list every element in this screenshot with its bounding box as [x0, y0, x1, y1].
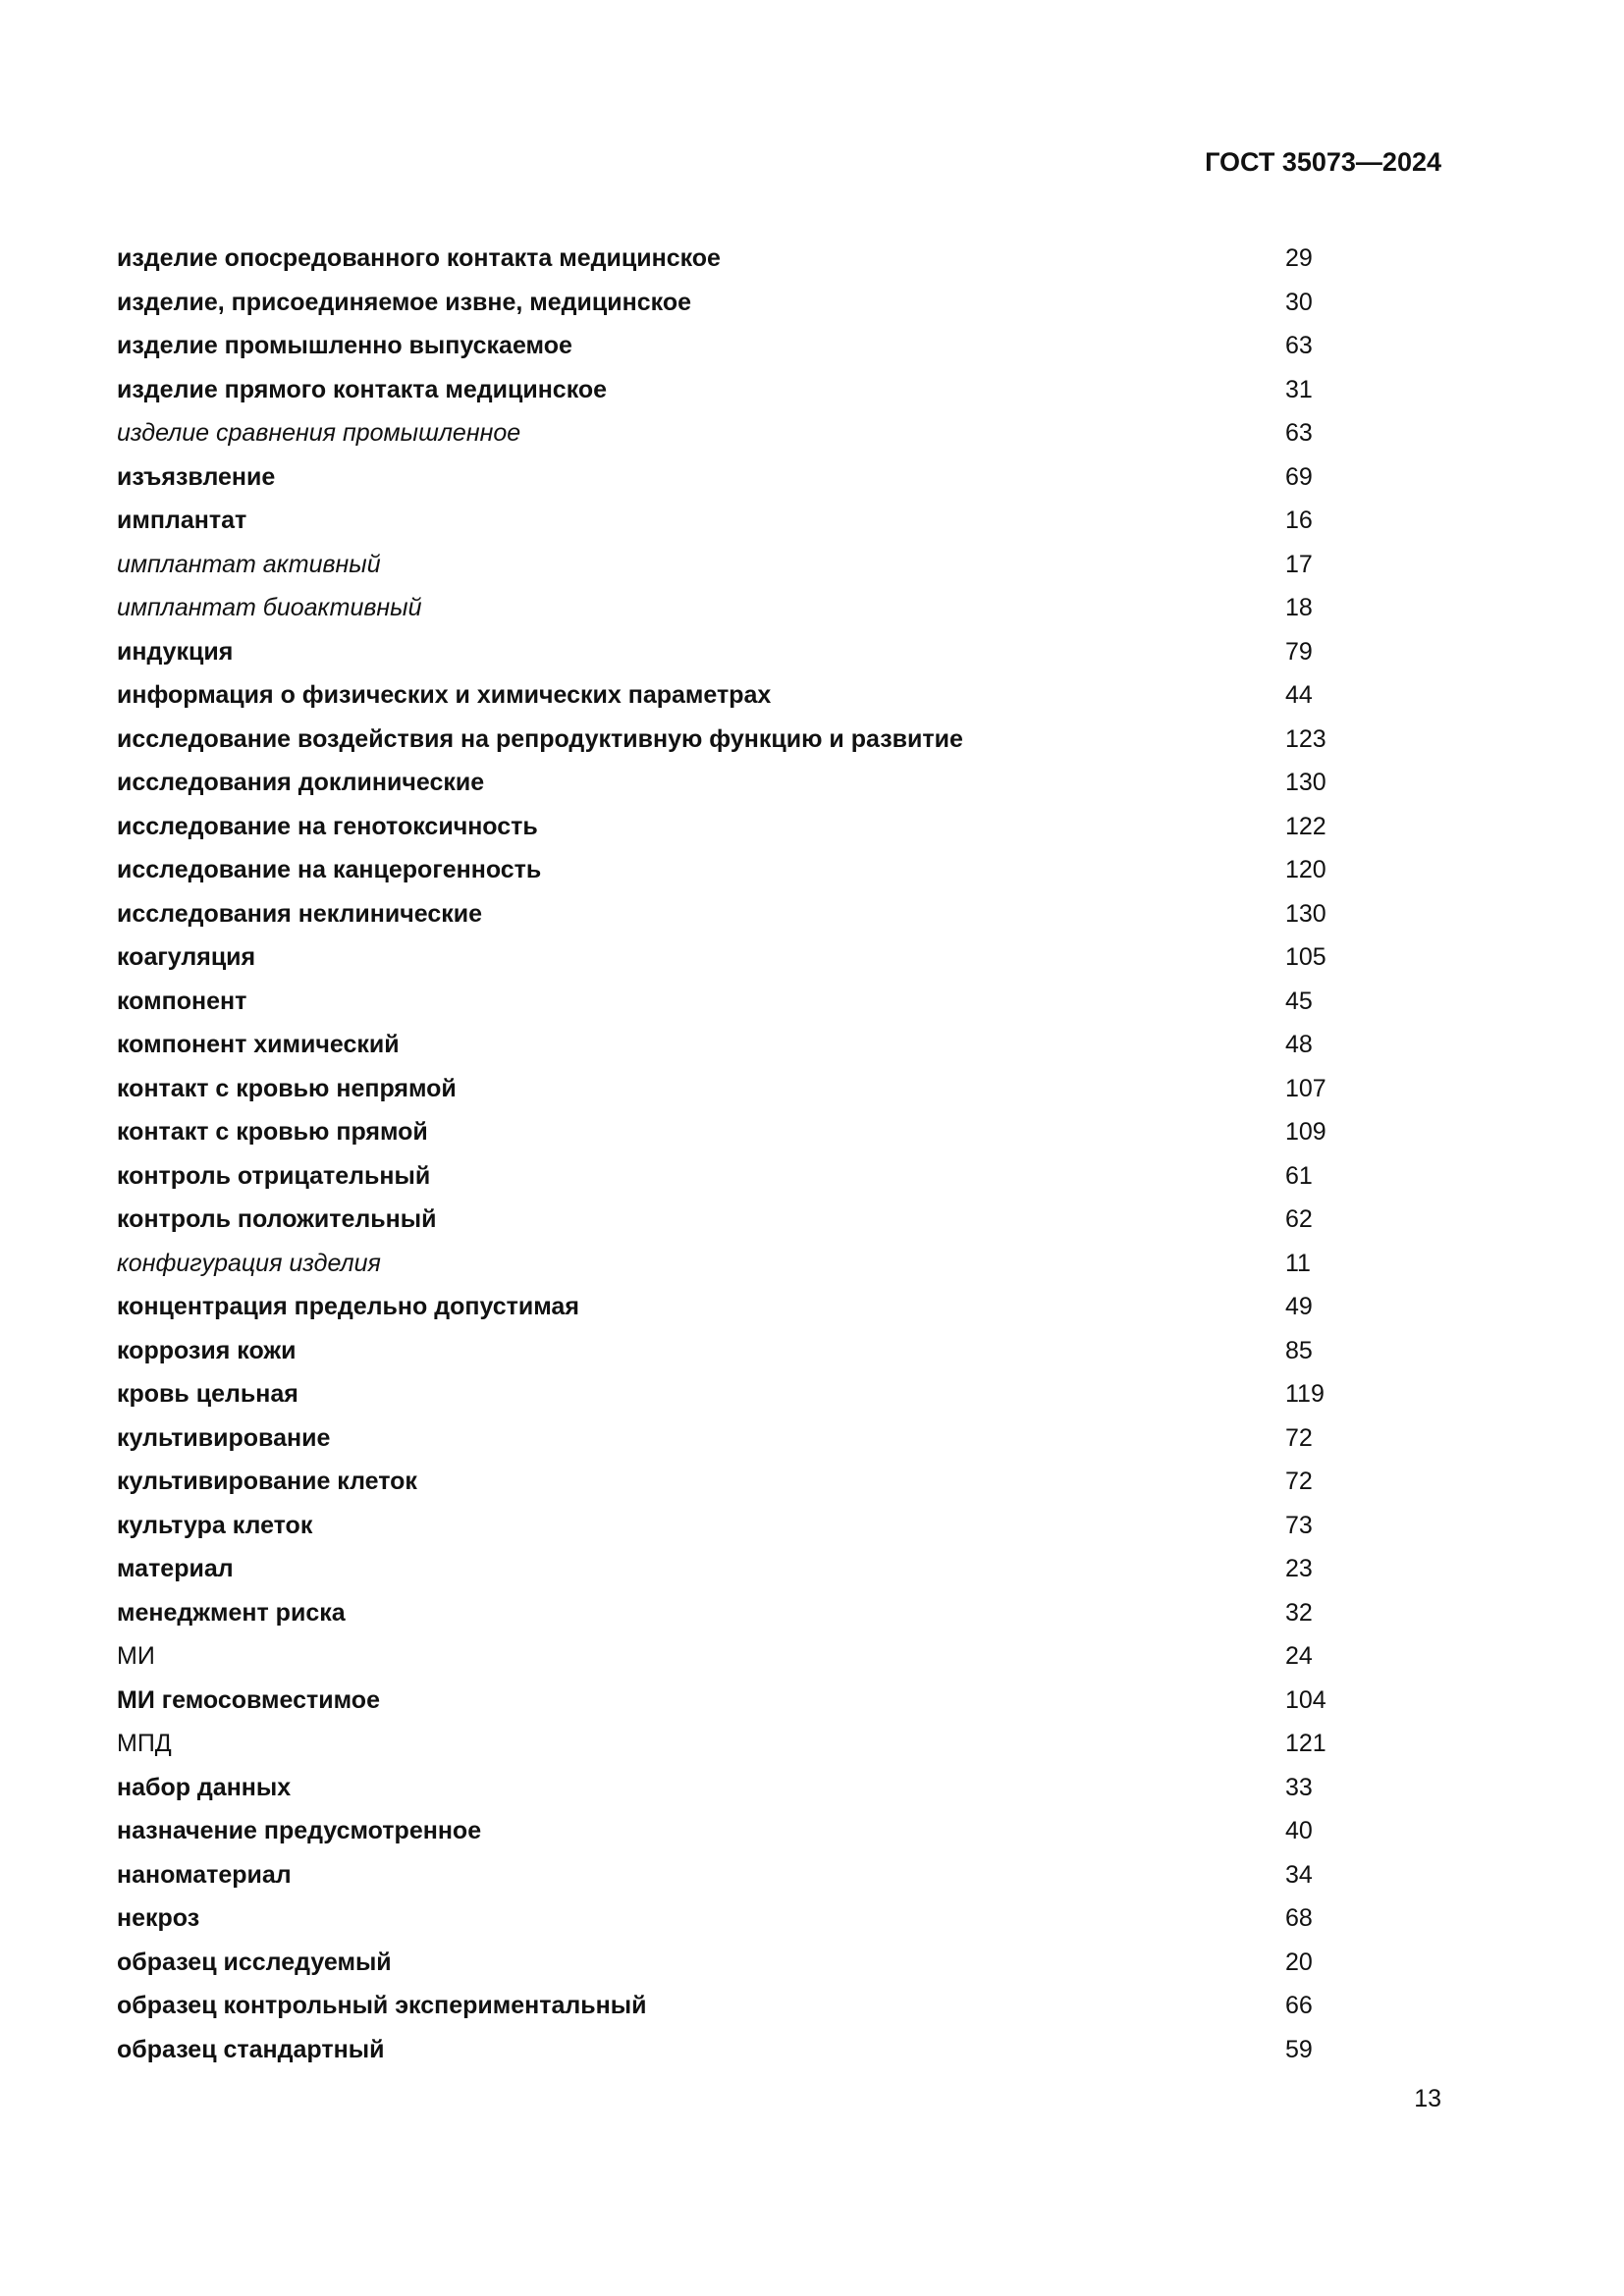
index-term-number: 31	[1285, 375, 1313, 403]
index-term-number: 24	[1285, 1642, 1313, 1670]
index-term: некроз	[117, 1904, 200, 1932]
index-entry	[117, 1460, 1334, 1504]
index-term: имплантат	[117, 507, 247, 534]
index-term: компонент	[117, 987, 247, 1015]
index-entry	[117, 281, 1334, 325]
index-term: изделие опосредованного контакта медицинское	[117, 244, 721, 272]
index-term: конфигурация изделия	[117, 1249, 381, 1277]
index-term-number: 30	[1285, 288, 1313, 316]
index-entry	[117, 1722, 1334, 1766]
index-entry	[117, 368, 1334, 412]
index-term: менеджмент риска	[117, 1598, 346, 1627]
index-term-number: 29	[1285, 244, 1313, 272]
index-entry	[117, 1372, 1334, 1416]
index-term: исследование воздействия на репродуктивную функцию и развитие	[117, 724, 963, 753]
index-entry	[117, 1809, 1334, 1853]
page-number: 13	[1414, 2085, 1441, 2112]
index-term: изделие, присоединяемое извне, медицинское	[117, 288, 692, 316]
index-term-number: 59	[1285, 2035, 1313, 2063]
index-term: культивирование клеток	[117, 1468, 417, 1495]
index-term: кровь цельная	[117, 1380, 298, 1408]
index-term: контроль положительный	[117, 1205, 437, 1233]
index-term-number: 121	[1285, 1730, 1326, 1757]
index-entry	[117, 543, 1334, 587]
index-term: изъязвление	[117, 462, 276, 491]
index-term-number: 69	[1285, 462, 1313, 491]
index-term-number: 45	[1285, 987, 1313, 1015]
index-entry	[117, 1504, 1334, 1548]
index-entry	[117, 1067, 1334, 1111]
index-term-number: 18	[1285, 594, 1313, 621]
index-term: изделие прямого контакта медицинское	[117, 375, 608, 403]
index-term: набор данных	[117, 1773, 292, 1801]
index-term: МИ	[117, 1642, 155, 1670]
index-term: коагуляция	[117, 943, 256, 971]
index-entry	[117, 1853, 1334, 1897]
index-term: МИ гемосовместимое	[117, 1685, 380, 1714]
index-term-number: 130	[1285, 769, 1326, 796]
index-term: наноматериал	[117, 1860, 292, 1889]
index-term-number: 119	[1285, 1380, 1325, 1408]
index-term: культивирование	[117, 1423, 331, 1452]
index-term-number: 17	[1285, 550, 1313, 578]
index-entry	[117, 1547, 1334, 1591]
index-term: коррозия кожи	[117, 1336, 297, 1364]
index-entry	[117, 499, 1334, 543]
index-entry	[117, 1285, 1334, 1329]
index-term-number: 123	[1285, 724, 1326, 753]
index-entry	[117, 1023, 1334, 1067]
index-term: образец исследуемый	[117, 1948, 392, 1976]
index-term: изделие промышленно выпускаемое	[117, 332, 572, 359]
index-term-number: 34	[1285, 1860, 1313, 1889]
index-term-number: 63	[1285, 332, 1313, 359]
alphabetical-index	[117, 237, 1334, 2071]
index-entry	[117, 1591, 1334, 1635]
index-term-number: 62	[1285, 1205, 1313, 1233]
index-entry	[117, 1766, 1334, 1810]
index-term: индукция	[117, 637, 234, 666]
index-term: МПД	[117, 1730, 172, 1757]
index-term-number: 72	[1285, 1468, 1313, 1495]
index-term: материал	[117, 1555, 234, 1582]
index-term: образец стандартный	[117, 2035, 385, 2063]
index-term-number: 72	[1285, 1423, 1313, 1452]
index-term: культура клеток	[117, 1511, 313, 1539]
index-entry	[117, 892, 1334, 936]
index-entry	[117, 761, 1334, 805]
index-entry	[117, 1679, 1334, 1723]
index-term-number: 23	[1285, 1555, 1313, 1582]
index-term-number: 61	[1285, 1161, 1313, 1190]
index-term: концентрация предельно допустимая	[117, 1293, 579, 1320]
index-term: контакт с кровью прямой	[117, 1118, 428, 1146]
index-entry	[117, 324, 1334, 368]
index-term: имплантат биоактивный	[117, 594, 422, 621]
index-entry	[117, 1198, 1334, 1242]
index-term-number: 73	[1285, 1511, 1313, 1539]
index-term: контроль отрицательный	[117, 1161, 431, 1190]
index-term: изделие сравнения промышленное	[117, 419, 521, 447]
index-entry	[117, 1329, 1334, 1373]
index-term-number: 68	[1285, 1904, 1313, 1932]
index-term: имплантат активный	[117, 550, 381, 578]
index-entry	[117, 2028, 1334, 2072]
index-term-number: 79	[1285, 637, 1313, 666]
index-term-number: 63	[1285, 419, 1313, 447]
index-term-number: 109	[1285, 1118, 1326, 1146]
index-term-number: 49	[1285, 1293, 1313, 1320]
index-entry	[117, 1154, 1334, 1199]
index-term-number: 105	[1285, 943, 1326, 971]
index-term: исследования неклинические	[117, 899, 483, 928]
index-term: контакт с кровью непрямой	[117, 1074, 457, 1102]
index-term-number: 122	[1285, 812, 1326, 840]
index-term-number: 104	[1285, 1685, 1326, 1714]
index-term: исследование на генотоксичность	[117, 812, 538, 840]
index-entry	[117, 1634, 1334, 1679]
index-term-number: 130	[1285, 899, 1326, 928]
index-entry	[117, 455, 1334, 500]
index-term-number: 44	[1285, 681, 1313, 709]
index-term-number: 48	[1285, 1031, 1313, 1058]
index-entry	[117, 1896, 1334, 1941]
index-term-number: 20	[1285, 1948, 1313, 1976]
index-entry	[117, 630, 1334, 674]
index-entry	[117, 237, 1334, 281]
index-term-number: 11	[1285, 1249, 1311, 1277]
index-term-number: 66	[1285, 1992, 1313, 2019]
index-term-number: 33	[1285, 1773, 1313, 1801]
index-entry	[117, 848, 1334, 892]
index-entry	[117, 1110, 1334, 1154]
index-entry	[117, 980, 1334, 1024]
index-entry	[117, 935, 1334, 980]
index-entry	[117, 1984, 1334, 2028]
index-term: компонент химический	[117, 1031, 400, 1058]
index-term-number: 40	[1285, 1817, 1313, 1844]
index-term: исследования доклинические	[117, 769, 485, 796]
index-entry	[117, 1941, 1334, 1985]
index-term-number: 32	[1285, 1598, 1313, 1627]
index-term-number: 16	[1285, 507, 1313, 534]
index-entry	[117, 1416, 1334, 1461]
index-entry	[117, 673, 1334, 718]
index-term-number: 107	[1285, 1074, 1326, 1102]
index-term: информация о физических и химических параметрах	[117, 681, 772, 709]
index-entry	[117, 805, 1334, 849]
index-entry	[117, 718, 1334, 762]
document-header: ГОСТ 35073—2024	[1205, 147, 1441, 177]
index-term-number: 85	[1285, 1336, 1313, 1364]
index-entry	[117, 586, 1334, 630]
index-entry	[117, 411, 1334, 455]
index-term: образец контрольный экспериментальный	[117, 1992, 647, 2019]
index-term: исследование на канцерогенность	[117, 856, 542, 883]
index-entry	[117, 1242, 1334, 1286]
index-term-number: 120	[1285, 856, 1326, 883]
index-term: назначение предусмотренное	[117, 1817, 482, 1844]
